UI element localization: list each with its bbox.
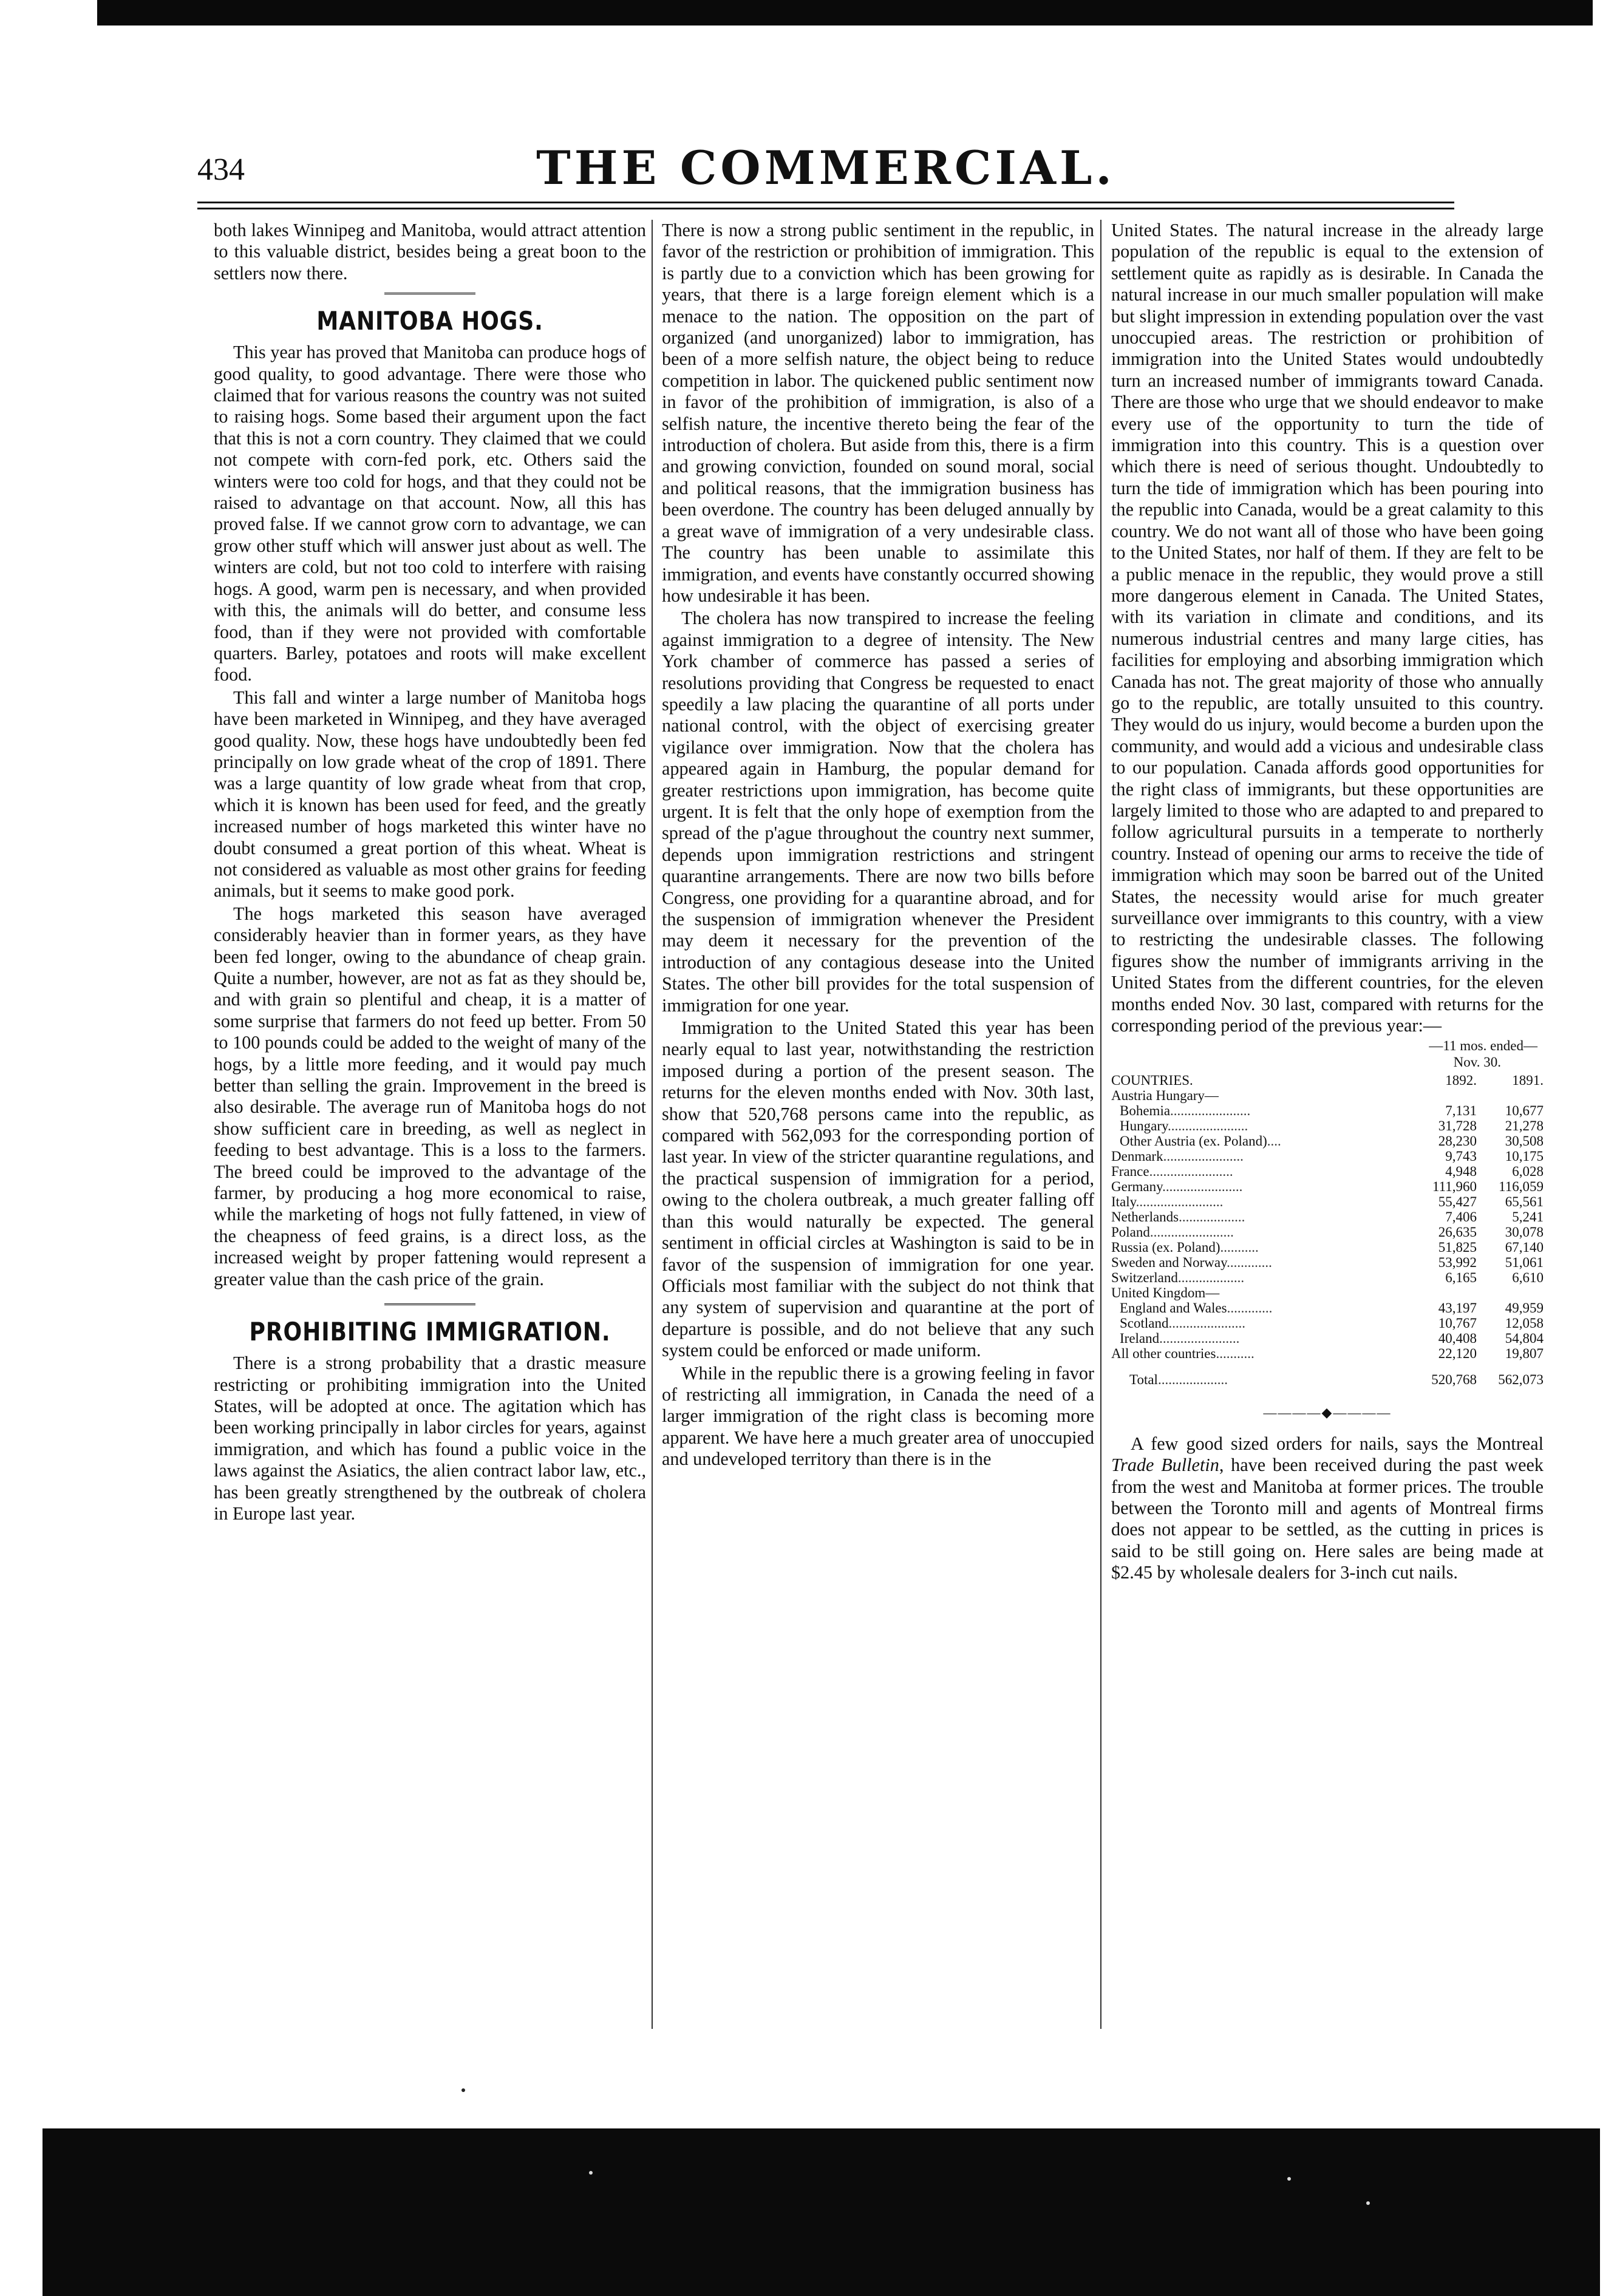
country-cell: Other Austria (ex. Poland).... <box>1120 1133 1281 1149</box>
heading-manitoba-hogs: MANITOBA HOGS. <box>316 306 543 336</box>
table-row <box>1111 1240 1544 1255</box>
column-left <box>214 220 646 1526</box>
value-1892: 55,427 <box>1438 1194 1477 1210</box>
total-1892: 520,768 <box>1431 1372 1477 1388</box>
value-1891: 30,508 <box>1505 1133 1544 1149</box>
paragraph: This fall and winter a large number of Manitoba hogs have been marketed in Winnipeg, and they have averaged good quality. Now, these hogs have undoubtedly been fed principally on low grade wheat of the crop of 1891. There was a large quantity of low grade wheat from that crop, which it is known has been used for feed, and the greatly increased number of hogs marketed this winter have no doubt consumed a great portion of this wheat. Wheat is not considered as valuable as most other grains for feeding animals, but it seems to make good pork. <box>214 687 646 902</box>
table-row <box>1111 1209 1544 1224</box>
table-row <box>1111 1179 1544 1194</box>
table-period-date: Nov. 30. <box>1453 1055 1501 1070</box>
value-1892: 7,131 <box>1445 1103 1477 1119</box>
table-row <box>1111 1316 1544 1331</box>
header-rule-lower <box>197 208 1454 209</box>
value-1892: 6,165 <box>1445 1270 1477 1286</box>
section-ornament: ————◆———— <box>1263 1405 1392 1421</box>
heading-prohibiting-immigration: PROHIBITING IMMIGRATION. <box>249 1317 611 1347</box>
value-1891: 21,278 <box>1505 1118 1544 1134</box>
value-1892: 43,197 <box>1438 1300 1477 1316</box>
value-1891: 65,561 <box>1505 1194 1544 1210</box>
paragraph: There is now a strong public sentiment in the republic, in favor of the restriction or prohibition of immigration. This is partly due to a conviction which has been growing for years, that there is a large foreign element which is a menace to the nation. The opposition on the part of organized (and unorganized) labor to immigration, has been of a more selfish nature, the object being to reduce competition in labor. The quickened public sentiment now in favor of the prohibition of immigration, is also of a selfish nature, the incentive thereto being the fear of the introduction of cholera. But aside from this, there is a firm and growing conviction, founded on sound moral, social and political reasons, that the immigration business has been overdone. The country has been deluged annually by a great wave of immigration of a very undesirable class. The country has been unable to assimilate this immigration, and events have constantly occurred showing how undesirable it has been. <box>662 220 1094 606</box>
scan-border-bottom <box>43 2128 1600 2296</box>
country-cell: France........................ <box>1111 1164 1233 1180</box>
table-row <box>1111 1270 1544 1285</box>
paragraph: United States. The natural increase in the already large population of the republic is equal to the extension of settlement quite as rapidly as is desirable. In Canada the natural increase in our much smaller population will make but slight impression in extending population over the vast unoccupied areas. The restriction or prohibition of immigration into the United States would undoubtedly turn an increased number of immigrants toward Canada. There are those who urge that we should endeavor to make every use of the opportunity to turn the tide of immigration into this country. This is a question over which there is need of serious thought. Undoubtedly to turn the tide of immigration which has been pouring into the republic into Canada, would be a great calamity to this country. We do not want all of those who have been going to the United States, nor half of them. If they are felt to be a public menace in the republic, they would prove a still more dangerous element in Canada. The United States, with its variation in climate and conditions, and its numerous industrial centres and many large cities, has facilities for employing and absorbing immigration which Canada has not. The great majority of those who annually go to the republic, are totally unsuited to this country. They would do us injury, would become a burden upon the community, and would add a vicious and undesirable class to our population. Canada affords good opportunities for the right class of immigrants, but these opportunities are largely limited to those who are adapted to and prepared to follow agricultural pursuits in a temperate to northerly country. Instead of opening our arms to receive the tide of immigration which may soon be barred out of the United States, the necessity would arise for much greater surveillance over immigrants to this country, with a view to restricting the undesirable classes. The following figures show the number of immigrants arriving in the United States from the different countries, for the eleven months ended Nov. 30 last, compared with returns for the corresponding period of the previous year:— <box>1111 220 1544 1036</box>
paragraph: This year has proved that Manitoba can produce hogs of good quality, to good advantage. There were those who claimed that for various reasons the country was not suited to raising hogs. Some based their argument upon the fact that this is not a corn country. They claimed that we could not compete with corn-fed pork, etc. Others said the winters were too cold for hogs, and that they could not be raised to advantage on that account. Now, all this has proved false. If we cannot grow corn to advantage, we can grow other stuff which will answer just about as well. The winters are cold, but not too cold to interfere with raising hogs. A good, warm pen is necessary, and when provided with this, the animals will do better, and consume less food, than if they were not provided with comfortable quarters. Barley, potatoes and roots will make excellent food. <box>214 342 646 685</box>
value-1891: 51,061 <box>1505 1255 1544 1271</box>
scan-border-top <box>97 0 1593 25</box>
page-number: 434 <box>197 152 245 187</box>
country-cell: Sweden and Norway............. <box>1111 1255 1272 1271</box>
column-header-1891: 1891. <box>1512 1073 1544 1089</box>
column-header-1892: 1892. <box>1445 1073 1477 1089</box>
value-1891: 6,610 <box>1512 1270 1544 1286</box>
country-cell: All other countries........... <box>1111 1346 1254 1362</box>
value-1891: 12,058 <box>1505 1316 1544 1331</box>
table-row <box>1111 1285 1544 1300</box>
country-cell: Poland........................ <box>1111 1224 1234 1240</box>
value-1891: 10,175 <box>1505 1149 1544 1164</box>
value-1891: 54,804 <box>1505 1331 1544 1347</box>
total-label: Total.................... <box>1129 1372 1228 1388</box>
country-cell: Hungary....................... <box>1120 1118 1248 1134</box>
table-row <box>1111 1118 1544 1133</box>
heading-rule <box>384 1303 475 1308</box>
scan-speck <box>589 2171 593 2175</box>
paragraph: Immigration to the United Stated this year has been nearly equal to last year, notwithstanding the restriction imposed during a portion of the present season. The returns for the eleven months ended with Nov. 30th last, show that 520,768 persons came into the republic, as compared with 562,093 for the corresponding portion of last year. In view of the stricter quarantine regulations, and the practical suspension of immigration for a period, owing to the cholera outbreak, a much greater falling off than this would naturally be expected. The general sentiment in official circles at Washington is said to be in favor of the suspension of immigration for one year. Officials most familiar with the subject do not think that any system of supervision and quarantine at the port of departure is possible, and do not believe that any such system could be enforced or made uniform. <box>662 1017 1094 1361</box>
table-row <box>1111 1133 1544 1149</box>
table-row <box>1111 1149 1544 1164</box>
column-divider <box>1100 220 1101 2029</box>
country-cell: Switzerland................... <box>1111 1270 1245 1286</box>
table-header <box>1111 1038 1544 1070</box>
value-1891 <box>1477 1285 1544 1300</box>
value-1892: 31,728 <box>1438 1118 1477 1134</box>
value-1892: 22,120 <box>1438 1346 1477 1362</box>
country-cell: Denmark....................... <box>1111 1149 1244 1164</box>
country-cell: Austria Hungary— <box>1111 1088 1219 1104</box>
paragraph: While in the republic there is a growing feeling in favor of restricting all immigration, in Canada the need of a larger immigration of the right class is becoming more apparent. We have here a much greater area of unoccupied and undeveloped territory than there is in the <box>662 1362 1094 1470</box>
value-1892: 40,408 <box>1438 1331 1477 1347</box>
column-divider <box>652 220 653 2029</box>
country-cell: Netherlands................... <box>1111 1209 1245 1225</box>
heading-rule <box>384 293 475 297</box>
paragraph: The hogs marketed this season have averaged considerably heavier than in former years, as they have been fed longer, owing to the abundance of cheap grain. Quite a number, however, are not as fat as they should be, and with grain so plentiful and cheap, it is a matter of some surprise that farmers do not feed up better. From 50 to 100 pounds could be added to the weight of many of the hogs, by a little more feeding, and it would pay much better than selling the grain. Improvement in the breed is also desirable. The average run of Manitoba hogs do not show sufficient care in breeding, as well as neglect in feeding to best advantage. This is a loss to the farmers. The breed could be improved to the advantage of the farmer, by producing a hog more economical to raise, while the marketing of hogs not fully fattened, in view of the cheapness of feed grains, is a direct loss, as the increased weight by proper fattening would represent a greater value than the cash price of the grain. <box>214 903 646 1289</box>
table-row <box>1111 1194 1544 1209</box>
header-rule <box>197 202 1454 203</box>
country-cell: Ireland....................... <box>1120 1331 1240 1347</box>
country-cell: England and Wales............. <box>1120 1300 1273 1316</box>
value-1892: 7,406 <box>1445 1209 1477 1225</box>
table-row <box>1111 1331 1544 1346</box>
value-1891: 10,677 <box>1505 1103 1544 1119</box>
masthead-title: THE COMMERCIAL. <box>536 141 1115 195</box>
table-row <box>1111 1255 1544 1270</box>
value-1891: 116,059 <box>1499 1179 1544 1195</box>
table-row <box>1111 1088 1544 1103</box>
table-total-row <box>1111 1361 1544 1387</box>
country-cell: Russia (ex. Poland)........... <box>1111 1240 1259 1255</box>
article-continuation: both lakes Winnipeg and Manitoba, would attract attention to this valuable district, besides being a great boon to the settlers now there. <box>214 220 646 284</box>
scan-speck <box>1366 2201 1370 2205</box>
table-row <box>1111 1224 1544 1240</box>
publication-name: Trade Bulletin <box>1111 1455 1219 1476</box>
immigration-table <box>1111 1073 1544 1387</box>
value-1891: 30,078 <box>1505 1224 1544 1240</box>
value-1892: 4,948 <box>1445 1164 1477 1180</box>
country-cell: Italy......................... <box>1111 1194 1224 1210</box>
paragraph-nails: A few good sized orders for nails, says the Montreal Trade Bulletin, have been received during the past week from the west and Manitoba at former prices. The trouble between the Toronto mill and agents of Montreal firms does not appear to be settled, as the cutting in prices is said to be still going on. Here sales are being made at $2.45 by wholesale dealers for 3-inch cut nails. <box>1111 1433 1544 1583</box>
table-row <box>1111 1300 1544 1316</box>
table-row <box>1111 1164 1544 1179</box>
total-1891: 562,073 <box>1498 1372 1544 1388</box>
country-cell: Bohemia....................... <box>1120 1103 1251 1119</box>
value-1892 <box>1410 1285 1477 1300</box>
country-cell: United Kingdom— <box>1111 1285 1220 1301</box>
value-1892: 51,825 <box>1438 1240 1477 1255</box>
value-1892 <box>1410 1088 1477 1103</box>
country-cell: Germany....................... <box>1111 1179 1243 1195</box>
value-1892: 111,960 <box>1432 1179 1477 1195</box>
value-1892: 28,230 <box>1438 1133 1477 1149</box>
paragraph: The cholera has now transpired to increase the feeling against immigration to a degree of intensity. The New York chamber of commerce has passed a series of resolutions providing that Congress be requested to enact speedily a law placing the quarantine of all ports under national control, with the object of exercising greater vigilance over immigration. Now that the cholera has appeared again in Hamburg, the popular demand for greater restrictions upon immigration, has become quite urgent. It is felt that the only hope of exemption from the spread of the p'ague throughout the country next summer, depends upon immigration restrictions and stringent quarantine arrangements. There are now two bills before Congress, one providing for a quarantine abroad, and for the suspension of immigration whenever the President may deem it necessary for the prevention of the introduction of any contagious desease into the United States. The other bill provides for the total suspension of immigration for one year. <box>662 608 1094 1016</box>
paragraph: There is a strong probability that a drastic measure restricting or prohibiting immigration into the United States, will be adopted at once. The agitation which has been working principally in labor circles for years, against immigration, and which has found a public voice in the laws against the Asiatics, the alien contract labor law, etc., has been greatly strengthened by the outbreak of cholera in Europe last year. <box>214 1353 646 1524</box>
value-1892: 9,743 <box>1445 1149 1477 1164</box>
scan-speck <box>1287 2177 1291 2181</box>
country-cell: Scotland...................... <box>1120 1316 1245 1331</box>
column-header-country: COUNTRIES. <box>1111 1073 1193 1089</box>
value-1891: 67,140 <box>1505 1240 1544 1255</box>
table-row <box>1111 1346 1544 1361</box>
value-1892: 10,767 <box>1438 1316 1477 1331</box>
table-column-headers <box>1111 1073 1544 1088</box>
value-1891: 49,959 <box>1505 1300 1544 1316</box>
table-period-label: —11 mos. ended— <box>1429 1038 1537 1054</box>
table-row <box>1111 1103 1544 1118</box>
value-1892: 26,635 <box>1438 1224 1477 1240</box>
column-middle <box>662 220 1094 1472</box>
value-1892: 53,992 <box>1438 1255 1477 1271</box>
value-1891 <box>1477 1088 1544 1103</box>
column-right <box>1111 220 1544 1585</box>
page-header <box>197 127 1454 206</box>
value-1891: 5,241 <box>1512 1209 1544 1225</box>
value-1891: 19,807 <box>1505 1346 1544 1362</box>
scan-speck <box>461 2088 465 2092</box>
value-1891: 6,028 <box>1512 1164 1544 1180</box>
